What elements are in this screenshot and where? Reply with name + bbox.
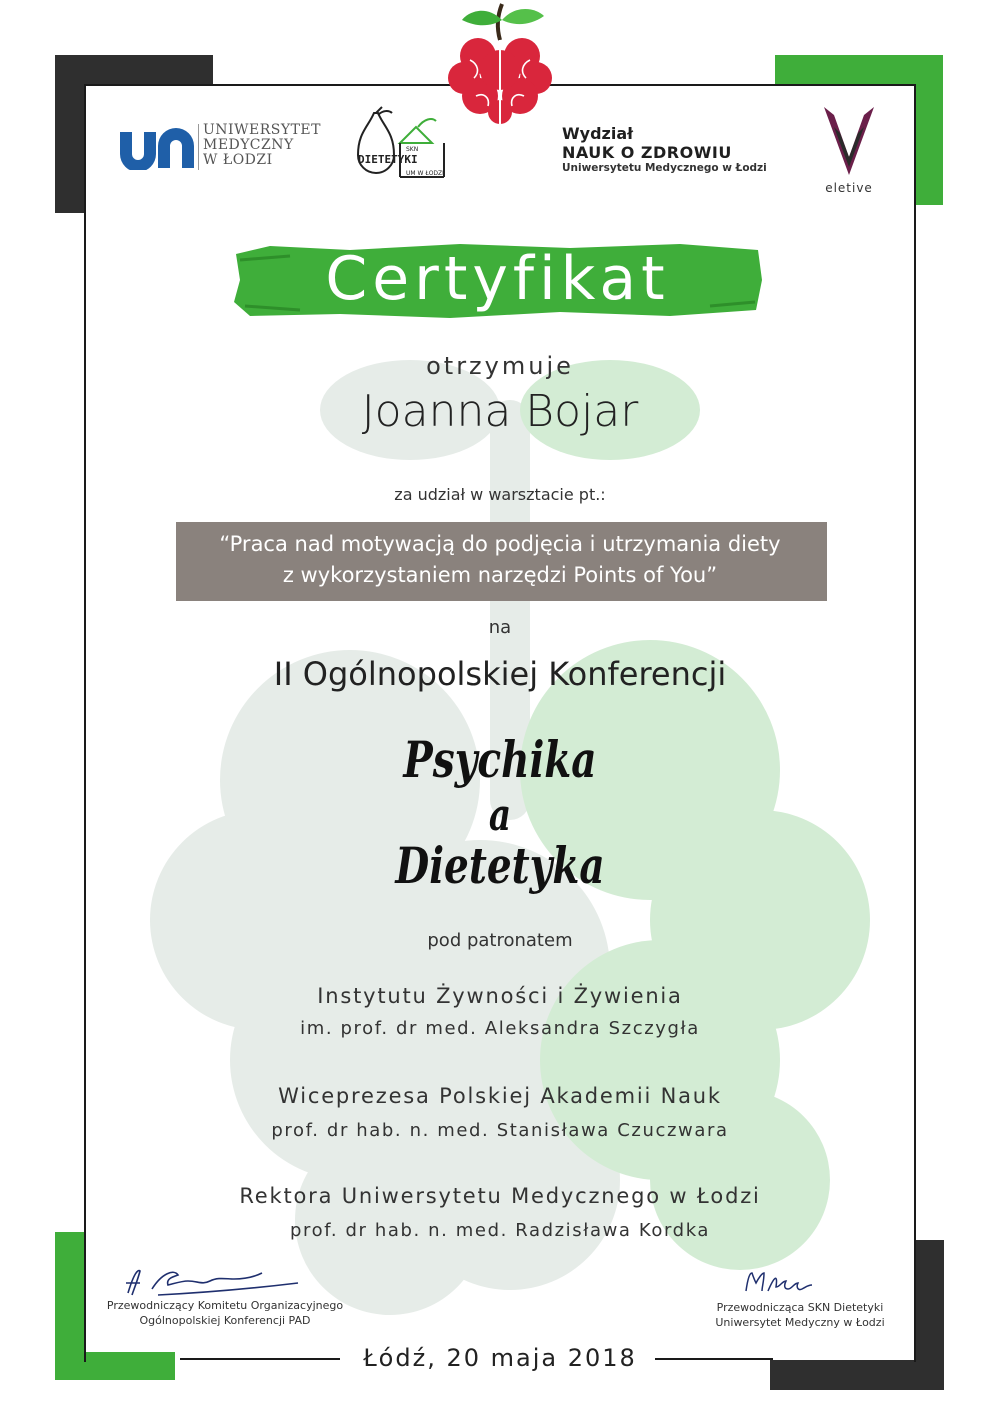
skn-logo-top-text: SKN <box>406 146 419 153</box>
frame-corner-green-top-right-v <box>915 55 943 205</box>
signature-left-caption-line1: Przewodniczący Komitetu Organizacyjnego <box>106 1299 344 1312</box>
signature-right-caption-line1: Przewodnicząca SKN Dietetyki <box>716 1301 884 1314</box>
recipient-name: Joanna Bojar <box>361 386 639 437</box>
patron-2-name: Wiceprezesa Polskiej Akademii Nauk <box>278 1084 722 1108</box>
signature-left-caption-line2: Ogólnopolskiej Konferencji PAD <box>139 1314 311 1327</box>
brain-apple-logo <box>440 0 560 130</box>
wydzial-nauk-o-zdrowiu-logo <box>562 124 767 174</box>
patron-3-detail: prof. dr hab. n. med. Radzisława Kordka <box>289 1220 711 1241</box>
wydzial-line2: NAUK O ZDROWIU <box>562 143 732 162</box>
um-logo-line2: MEDYCZNY <box>203 137 294 153</box>
signature-left <box>118 1265 308 1301</box>
at-label: na <box>488 617 512 638</box>
eletive-logo-text: eletive <box>825 181 873 195</box>
skn-dietetyki-logo <box>352 105 452 185</box>
participation-label: za udział w warsztacie pt.: <box>394 485 606 504</box>
workshop-title-line2: z wykorzystaniem narzędzi Points of You” <box>282 563 718 587</box>
patron-2-detail: prof. dr hab. n. med. Stanisława Czuczwara <box>271 1120 729 1141</box>
signature-right-caption-line2: Uniwersytet Medyczny w Łodzi <box>715 1316 885 1329</box>
signature-left-caption <box>90 1298 360 1328</box>
conference-name-line2: a <box>488 790 512 841</box>
um-logo-separator <box>198 124 199 170</box>
frame-corner-block-top-left-h <box>55 55 213 85</box>
patron-1-detail: im. prof. dr med. Aleksandra Szczygła <box>300 1018 700 1039</box>
patron-1-name: Instytutu Żywności i Żywienia <box>317 984 683 1008</box>
frame-line-right <box>914 84 916 1362</box>
skn-logo-bottom-text: UM W ŁODZI <box>406 170 444 177</box>
eletive-logo-mark <box>820 105 878 177</box>
certificate-title: Certyfikat <box>325 244 670 314</box>
conference-title: II Ogólnopolskiej Konferencji <box>273 655 727 693</box>
wydzial-line3: Uniwersytetu Medycznego w Łodzi <box>562 162 767 174</box>
workshop-title-line1: “Praca nad motywacją do podjęcia i utrzymania diety <box>219 532 781 556</box>
skn-logo-main-text: DIETETYKI <box>358 153 418 166</box>
um-logo-mark <box>118 128 196 170</box>
um-logo-line3: W ŁODZI <box>203 152 273 168</box>
receives-label: otrzymuje <box>426 352 574 380</box>
patronage-label: pod patronatem <box>427 930 573 951</box>
patron-3-name: Rektora Uniwersytetu Medycznego w Łodzi <box>239 1184 761 1208</box>
conference-name-line3: Dietetyka <box>395 836 605 895</box>
frame-line-left <box>84 84 86 1362</box>
issue-date: Łódź, 20 maja 2018 <box>363 1344 637 1372</box>
um-logo-text <box>203 123 321 168</box>
um-logo-line1: UNIWERSYTET <box>203 122 321 138</box>
signature-right-caption <box>700 1300 900 1330</box>
signature-right <box>740 1265 820 1301</box>
conference-name-line1: Psychika <box>403 730 597 789</box>
wydzial-line1: Wydział <box>562 124 634 143</box>
